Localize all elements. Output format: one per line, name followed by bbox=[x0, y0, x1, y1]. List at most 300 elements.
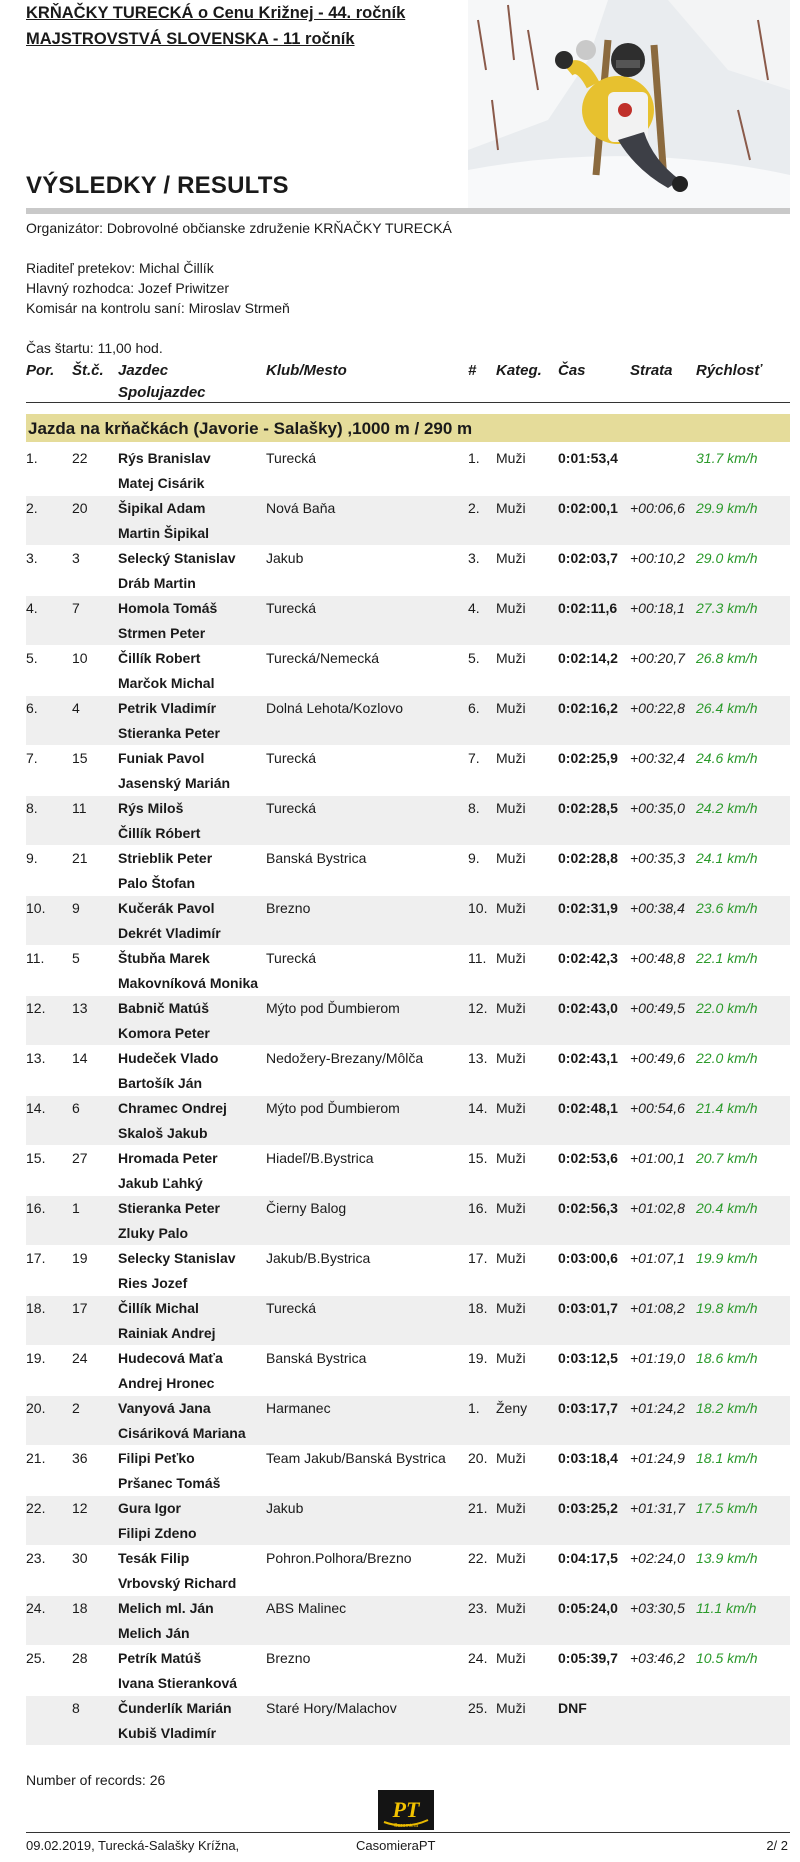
table-row bbox=[26, 996, 790, 1046]
cell-speed: 20.4 km/h bbox=[696, 1200, 758, 1216]
results-heading: VÝSLEDKY / RESULTS bbox=[26, 172, 289, 199]
cell-time: 0:03:17,7 bbox=[558, 1400, 618, 1416]
cell-category-rank: 17. bbox=[468, 1250, 488, 1266]
category-title: Jazda na krňačkách (Javorie - Salašky) ,1000 m / 290 m bbox=[26, 414, 790, 442]
table-row bbox=[26, 646, 790, 696]
cell-position: 13. bbox=[26, 1050, 46, 1066]
table-row bbox=[26, 1496, 790, 1546]
cell-loss: +01:19,0 bbox=[630, 1350, 685, 1366]
cell-codriver: Jakub Ľahký bbox=[118, 1175, 203, 1191]
cell-category: Muži bbox=[496, 1100, 526, 1116]
cell-bib: 10 bbox=[72, 650, 88, 666]
col-time: Čas bbox=[558, 362, 586, 379]
cell-codriver: Rainiak Andrej bbox=[118, 1325, 216, 1341]
cell-time: 0:04:17,5 bbox=[558, 1550, 618, 1566]
cell-club: Turecká bbox=[266, 800, 317, 816]
cell-category-rank: 1. bbox=[468, 1400, 480, 1416]
cell-club: Brezno bbox=[266, 1650, 311, 1666]
start-time-text: Čas štartu: 11,00 hod. bbox=[26, 340, 163, 356]
cell-codriver: Palo Štofan bbox=[118, 875, 196, 891]
cell-loss: +00:32,4 bbox=[630, 750, 685, 766]
col-pos: Por. bbox=[26, 362, 55, 379]
sledding-photo bbox=[468, 0, 790, 208]
records-count: Number of records: 26 bbox=[26, 1772, 166, 1788]
cell-time: 0:02:25,9 bbox=[558, 750, 618, 766]
cell-time: 0:02:28,8 bbox=[558, 850, 618, 866]
cell-loss: +02:24,0 bbox=[630, 1550, 685, 1566]
cell-bib: 15 bbox=[72, 750, 88, 766]
cell-speed: 19.8 km/h bbox=[696, 1300, 758, 1316]
cell-driver: Hudeček Vlado bbox=[118, 1050, 219, 1066]
cell-codriver: Filipi Zdeno bbox=[118, 1525, 197, 1541]
cell-speed: 27.3 km/h bbox=[696, 600, 758, 616]
table-row bbox=[26, 1296, 790, 1346]
cell-time: 0:01:53,4 bbox=[558, 450, 618, 466]
cell-driver: Filipi Peťko bbox=[118, 1450, 195, 1466]
cell-club: Čierny Balog bbox=[266, 1200, 347, 1216]
cell-driver: Vanyová Jana bbox=[118, 1400, 211, 1416]
cell-category: Muži bbox=[496, 1500, 526, 1516]
table-row bbox=[26, 1696, 790, 1746]
cell-time: 0:03:00,6 bbox=[558, 1250, 618, 1266]
cell-club: Team Jakub/Banská Bystrica bbox=[266, 1450, 446, 1466]
footer-divider bbox=[26, 1832, 790, 1833]
cell-speed: 22.1 km/h bbox=[696, 950, 758, 966]
cell-loss: +00:22,8 bbox=[630, 700, 685, 716]
cell-club: Brezno bbox=[266, 900, 311, 916]
organizer-text: Organizátor: Dobrovolné občianske združenie KRŇAČKY TURECKÁ bbox=[26, 220, 452, 236]
cell-driver: Gura Igor bbox=[118, 1500, 182, 1516]
table-row bbox=[26, 496, 790, 546]
chief-judge-text: Hlavný rozhodca: Jozef Priwitzer bbox=[26, 280, 230, 296]
cell-bib: 2 bbox=[72, 1400, 80, 1416]
cell-category: Muži bbox=[496, 700, 526, 716]
cell-loss: +00:49,5 bbox=[630, 1000, 685, 1016]
cell-codriver: Pršanec Tomáš bbox=[118, 1475, 221, 1491]
cell-loss: +00:35,3 bbox=[630, 850, 685, 866]
cell-codriver: Ivana Stieranková bbox=[118, 1675, 238, 1691]
table-row bbox=[26, 946, 790, 996]
cell-category: Muži bbox=[496, 1450, 526, 1466]
cell-club: Nedožery-Brezany/Môlča bbox=[266, 1050, 424, 1066]
cell-speed: 24.6 km/h bbox=[696, 750, 758, 766]
cell-club: Nová Baňa bbox=[266, 500, 336, 516]
cell-category-rank: 25. bbox=[468, 1700, 488, 1716]
cell-loss: +01:02,8 bbox=[630, 1200, 685, 1216]
cell-loss: +00:48,8 bbox=[630, 950, 685, 966]
cell-bib: 36 bbox=[72, 1450, 88, 1466]
cell-bib: 27 bbox=[72, 1150, 88, 1166]
cell-codriver: Kubiš Vladimír bbox=[118, 1725, 217, 1741]
cell-driver: Rýs Branislav bbox=[118, 450, 211, 466]
table-row bbox=[26, 1046, 790, 1096]
cell-speed: 10.5 km/h bbox=[696, 1650, 758, 1666]
cell-loss: +00:49,6 bbox=[630, 1050, 685, 1066]
table-row bbox=[26, 546, 790, 596]
logo-caption: Casomiera bbox=[393, 1823, 419, 1829]
cell-bib: 20 bbox=[72, 500, 88, 516]
col-driver: Jazdec bbox=[118, 362, 169, 379]
table-row bbox=[26, 1146, 790, 1196]
cell-position: 8. bbox=[26, 800, 38, 816]
cell-category-rank: 14. bbox=[468, 1100, 488, 1116]
cell-time: 0:02:42,3 bbox=[558, 950, 618, 966]
table-row bbox=[26, 1246, 790, 1296]
cell-driver: Čillík Robert bbox=[118, 650, 201, 666]
cell-bib: 18 bbox=[72, 1600, 88, 1616]
cell-category: Muži bbox=[496, 1650, 526, 1666]
results-table bbox=[26, 446, 790, 1746]
cell-bib: 28 bbox=[72, 1650, 88, 1666]
table-row bbox=[26, 1346, 790, 1396]
cell-category: Muži bbox=[496, 1150, 526, 1166]
cell-position: 4. bbox=[26, 600, 38, 616]
table-row bbox=[26, 796, 790, 846]
table-row bbox=[26, 696, 790, 746]
cell-speed: 18.2 km/h bbox=[696, 1400, 758, 1416]
cell-codriver: Dráb Martin bbox=[118, 575, 196, 591]
cell-category-rank: 3. bbox=[468, 550, 480, 566]
cell-time: 0:02:43,1 bbox=[558, 1050, 618, 1066]
cell-category: Muži bbox=[496, 500, 526, 516]
cell-club: Turecká bbox=[266, 750, 317, 766]
cell-category: Muži bbox=[496, 950, 526, 966]
cell-loss: +00:20,7 bbox=[630, 650, 685, 666]
table-row bbox=[26, 1596, 790, 1646]
cell-position: 14. bbox=[26, 1100, 46, 1116]
cell-codriver: Strmen Peter bbox=[118, 625, 206, 641]
cell-category-rank: 5. bbox=[468, 650, 480, 666]
header-divider bbox=[26, 208, 790, 214]
cell-time: 0:02:43,0 bbox=[558, 1000, 618, 1016]
cell-driver: Strieblik Peter bbox=[118, 850, 213, 866]
cell-codriver: Ries Jozef bbox=[118, 1275, 188, 1291]
cell-speed: 11.1 km/h bbox=[696, 1600, 757, 1616]
cell-time: 0:02:53,6 bbox=[558, 1150, 618, 1166]
cell-speed: 21.4 km/h bbox=[696, 1100, 758, 1116]
cell-position: 18. bbox=[26, 1300, 46, 1316]
cell-club: Jakub/B.Bystrica bbox=[266, 1250, 371, 1266]
table-row bbox=[26, 446, 790, 496]
cell-bib: 19 bbox=[72, 1250, 88, 1266]
cell-category-rank: 19. bbox=[468, 1350, 488, 1366]
table-row bbox=[26, 846, 790, 896]
cell-codriver: Zluky Palo bbox=[118, 1225, 189, 1241]
cell-position: 12. bbox=[26, 1000, 46, 1016]
cell-position: 20. bbox=[26, 1400, 46, 1416]
cell-speed: 26.8 km/h bbox=[696, 650, 758, 666]
cell-category-rank: 12. bbox=[468, 1000, 488, 1016]
cell-driver: Selecký Stanislav bbox=[118, 550, 236, 566]
cell-club: Mýto pod Ďumbierom bbox=[266, 1000, 400, 1016]
cell-loss: +03:30,5 bbox=[630, 1600, 685, 1616]
event-title-line2: MAJSTROVSTVÁ SLOVENSKA - 11 ročník bbox=[26, 30, 355, 48]
cell-driver: Štubňa Marek bbox=[118, 950, 210, 966]
cell-club: Jakub bbox=[266, 1500, 304, 1516]
cell-time: 0:02:00,1 bbox=[558, 500, 618, 516]
cell-speed: 19.9 km/h bbox=[696, 1250, 758, 1266]
cell-speed: 22.0 km/h bbox=[696, 1050, 758, 1066]
cell-category: Muži bbox=[496, 1300, 526, 1316]
cell-category-rank: 7. bbox=[468, 750, 480, 766]
cell-driver: Čillík Michal bbox=[118, 1300, 199, 1316]
cell-loss: +01:07,1 bbox=[630, 1250, 685, 1266]
cell-loss: +00:18,1 bbox=[630, 600, 685, 616]
cell-bib: 3 bbox=[72, 550, 80, 566]
cell-bib: 6 bbox=[72, 1100, 80, 1116]
cell-codriver: Komora Peter bbox=[118, 1025, 210, 1041]
cell-club: Banská Bystrica bbox=[266, 1350, 367, 1366]
cell-codriver: Melich Ján bbox=[118, 1625, 190, 1641]
cell-driver: Hromada Peter bbox=[118, 1150, 218, 1166]
cell-club: Dolná Lehota/Kozlovo bbox=[266, 700, 403, 716]
cell-time: 0:02:56,3 bbox=[558, 1200, 618, 1216]
cell-category: Muži bbox=[496, 750, 526, 766]
cell-club: Turecká bbox=[266, 1300, 317, 1316]
cell-bib: 22 bbox=[72, 450, 88, 466]
cell-position: 11. bbox=[26, 950, 45, 966]
cell-bib: 8 bbox=[72, 1700, 80, 1716]
column-headers bbox=[26, 360, 790, 404]
cell-time: 0:02:28,5 bbox=[558, 800, 618, 816]
col-loss: Strata bbox=[630, 362, 673, 379]
cell-codriver: Cisáriková Mariana bbox=[118, 1425, 246, 1441]
cell-time: 0:05:39,7 bbox=[558, 1650, 618, 1666]
cell-category: Muži bbox=[496, 850, 526, 866]
cell-category-rank: 9. bbox=[468, 850, 480, 866]
cell-position: 19. bbox=[26, 1350, 46, 1366]
cell-position: 24. bbox=[26, 1600, 46, 1616]
cell-codriver: Vrbovský Richard bbox=[118, 1575, 237, 1591]
cell-category: Muži bbox=[496, 1200, 526, 1216]
cell-bib: 13 bbox=[72, 1000, 88, 1016]
cell-loss: +01:00,1 bbox=[630, 1150, 685, 1166]
cell-club: Banská Bystrica bbox=[266, 850, 367, 866]
cell-bib: 14 bbox=[72, 1050, 88, 1066]
footer-date-location: 09.02.2019, Turecká-Salašky Krížna, bbox=[26, 1838, 240, 1853]
cell-bib: 4 bbox=[72, 700, 80, 716]
cell-bib: 30 bbox=[72, 1550, 88, 1566]
cell-category: Muži bbox=[496, 1550, 526, 1566]
col-category: Kateg. bbox=[496, 362, 542, 379]
cell-speed: 31.7 km/h bbox=[696, 450, 758, 466]
cell-speed: 24.1 km/h bbox=[696, 850, 758, 866]
footer-page-number: 2/ 2 bbox=[766, 1838, 788, 1853]
table-row bbox=[26, 1096, 790, 1146]
cell-category-rank: 22. bbox=[468, 1550, 488, 1566]
table-row bbox=[26, 1196, 790, 1246]
cell-speed: 13.9 km/h bbox=[696, 1550, 758, 1566]
cell-club: Mýto pod Ďumbierom bbox=[266, 1100, 400, 1116]
cell-driver: Melich ml. Ján bbox=[118, 1600, 214, 1616]
cell-driver: Hudecová Maťa bbox=[118, 1350, 223, 1366]
cell-category: Muži bbox=[496, 550, 526, 566]
cell-position: 5. bbox=[26, 650, 38, 666]
cell-position: 1. bbox=[26, 450, 38, 466]
cell-loss: +00:35,0 bbox=[630, 800, 685, 816]
cell-club: Pohron.Polhora/Brezno bbox=[266, 1550, 412, 1566]
cell-club: Harmanec bbox=[266, 1400, 331, 1416]
cell-category-rank: 11. bbox=[468, 950, 487, 966]
cell-time: 0:02:03,7 bbox=[558, 550, 618, 566]
table-row bbox=[26, 1646, 790, 1696]
cell-driver: Petrik Vladimír bbox=[118, 700, 217, 716]
logo-letters: PT bbox=[392, 1797, 420, 1822]
casomiera-logo bbox=[378, 1790, 434, 1830]
cell-codriver: Čillík Róbert bbox=[118, 825, 201, 841]
cell-bib: 11 bbox=[72, 800, 87, 816]
cell-position: 6. bbox=[26, 700, 38, 716]
cell-category-rank: 18. bbox=[468, 1300, 488, 1316]
cell-speed: 17.5 km/h bbox=[696, 1500, 758, 1516]
cell-speed: 26.4 km/h bbox=[696, 700, 758, 716]
race-director-text: Riaditeľ pretekov: Michal Čillík bbox=[26, 260, 214, 276]
cell-codriver: Makovníková Monika bbox=[118, 975, 259, 991]
cell-driver: Babnič Matúš bbox=[118, 1000, 210, 1016]
cell-speed: 18.6 km/h bbox=[696, 1350, 758, 1366]
cell-club: Jakub bbox=[266, 550, 304, 566]
cell-driver: Čunderlík Marián bbox=[118, 1700, 232, 1716]
cell-bib: 7 bbox=[72, 600, 80, 616]
cell-category-rank: 16. bbox=[468, 1200, 488, 1216]
cell-category: Ženy bbox=[496, 1400, 528, 1416]
col-speed: Rýchlosť bbox=[696, 362, 762, 379]
cell-club: Turecká bbox=[266, 950, 317, 966]
cell-bib: 9 bbox=[72, 900, 80, 916]
cell-time: 0:02:11,6 bbox=[558, 600, 618, 616]
cell-position: 10. bbox=[26, 900, 46, 916]
table-row bbox=[26, 896, 790, 946]
col-bib: Št.č. bbox=[72, 362, 104, 379]
cell-time: 0:05:24,0 bbox=[558, 1600, 618, 1616]
cell-driver: Petrík Matúš bbox=[118, 1650, 202, 1666]
cell-loss: +00:10,2 bbox=[630, 550, 685, 566]
cell-loss: +01:24,9 bbox=[630, 1450, 685, 1466]
cell-category: Muži bbox=[496, 1700, 526, 1716]
cell-loss: +03:46,2 bbox=[630, 1650, 685, 1666]
cell-category-rank: 15. bbox=[468, 1150, 488, 1166]
cell-time: 0:03:18,4 bbox=[558, 1450, 618, 1466]
cell-driver: Šipikal Adam bbox=[118, 500, 206, 516]
cell-position: 25. bbox=[26, 1650, 46, 1666]
cell-category: Muži bbox=[496, 1000, 526, 1016]
cell-position: 15. bbox=[26, 1150, 46, 1166]
cell-codriver: Jasenský Marián bbox=[118, 775, 231, 791]
event-title bbox=[26, 0, 405, 52]
cell-speed: 20.7 km/h bbox=[696, 1150, 758, 1166]
cell-position: 22. bbox=[26, 1500, 46, 1516]
cell-position: 9. bbox=[26, 850, 38, 866]
table-row bbox=[26, 1446, 790, 1496]
col-club: Klub/Mesto bbox=[266, 362, 347, 379]
table-row bbox=[26, 1396, 790, 1446]
cell-category: Muži bbox=[496, 450, 526, 466]
cell-driver: Rýs Miloš bbox=[118, 800, 184, 816]
cell-loss: +01:08,2 bbox=[630, 1300, 685, 1316]
cell-category-rank: 4. bbox=[468, 600, 480, 616]
cell-category-rank: 2. bbox=[468, 500, 480, 516]
cell-bib: 21 bbox=[72, 850, 88, 866]
table-row bbox=[26, 596, 790, 646]
cell-loss: +00:38,4 bbox=[630, 900, 685, 916]
cell-codriver: Matej Cisárik bbox=[118, 475, 205, 491]
cell-codriver: Stieranka Peter bbox=[118, 725, 220, 741]
cell-loss: +00:06,6 bbox=[630, 500, 685, 516]
cell-category-rank: 21. bbox=[468, 1500, 488, 1516]
cell-club: Turecká bbox=[266, 600, 317, 616]
cell-position: 21. bbox=[26, 1450, 46, 1466]
cell-time: 0:03:01,7 bbox=[558, 1300, 618, 1316]
cell-position: 2. bbox=[26, 500, 38, 516]
cell-speed: 18.1 km/h bbox=[696, 1450, 758, 1466]
cell-speed: 29.9 km/h bbox=[696, 500, 758, 516]
cell-time: 0:03:25,2 bbox=[558, 1500, 618, 1516]
cell-time: 0:02:14,2 bbox=[558, 650, 618, 666]
cell-codriver: Marčok Michal bbox=[118, 675, 215, 691]
cell-speed: 23.6 km/h bbox=[696, 900, 758, 916]
cell-category-rank: 13. bbox=[468, 1050, 488, 1066]
cell-club: Hiadeľ/B.Bystrica bbox=[266, 1150, 374, 1166]
cell-category-rank: 20. bbox=[468, 1450, 488, 1466]
cell-driver: Tesák Filip bbox=[118, 1550, 190, 1566]
cell-position: 16. bbox=[26, 1200, 46, 1216]
cell-codriver: Dekrét Vladimír bbox=[118, 925, 221, 941]
cell-time: 0:02:31,9 bbox=[558, 900, 618, 916]
cell-codriver: Bartošík Ján bbox=[118, 1075, 203, 1091]
cell-category: Muži bbox=[496, 600, 526, 616]
cell-codriver: Skaloš Jakub bbox=[118, 1125, 208, 1141]
cell-position: 23. bbox=[26, 1550, 46, 1566]
cell-loss: +00:54,6 bbox=[630, 1100, 685, 1116]
cell-codriver: Martin Šipikal bbox=[118, 525, 210, 541]
cell-codriver: Andrej Hronec bbox=[118, 1375, 215, 1391]
col-codriver: Spolujazdec bbox=[118, 384, 206, 401]
cell-bib: 17 bbox=[72, 1300, 88, 1316]
cell-category: Muži bbox=[496, 800, 526, 816]
cell-category: Muži bbox=[496, 650, 526, 666]
cell-category-rank: 24. bbox=[468, 1650, 488, 1666]
sled-commissioner-text: Komisár na kontrolu saní: Miroslav Strmeň bbox=[26, 300, 290, 316]
cell-position: 7. bbox=[26, 750, 38, 766]
cell-category-rank: 10. bbox=[468, 900, 488, 916]
cell-category: Muži bbox=[496, 900, 526, 916]
cell-bib: 24 bbox=[72, 1350, 88, 1366]
cell-category: Muži bbox=[496, 1600, 526, 1616]
cell-speed: 29.0 km/h bbox=[696, 550, 758, 566]
column-header-divider bbox=[26, 402, 790, 403]
col-rank: # bbox=[468, 362, 477, 379]
cell-time: DNF bbox=[558, 1700, 587, 1716]
cell-time: 0:03:12,5 bbox=[558, 1350, 618, 1366]
cell-speed: 22.0 km/h bbox=[696, 1000, 758, 1016]
table-row bbox=[26, 746, 790, 796]
cell-club: Turecká bbox=[266, 450, 317, 466]
cell-category-rank: 6. bbox=[468, 700, 480, 716]
cell-category: Muži bbox=[496, 1050, 526, 1066]
cell-category-rank: 1. bbox=[468, 450, 480, 466]
cell-bib: 5 bbox=[72, 950, 80, 966]
cell-club: Turecká/Nemecká bbox=[266, 650, 380, 666]
cell-position: 3. bbox=[26, 550, 38, 566]
cell-driver: Kučerák Pavol bbox=[118, 900, 215, 916]
footer-timekeeper: CasomieraPT bbox=[356, 1838, 436, 1853]
cell-driver: Homola Tomáš bbox=[118, 600, 218, 616]
cell-driver: Chramec Ondrej bbox=[118, 1100, 227, 1116]
cell-driver: Funiak Pavol bbox=[118, 750, 205, 766]
cell-speed: 24.2 km/h bbox=[696, 800, 758, 816]
cell-category-rank: 23. bbox=[468, 1600, 488, 1616]
cell-club: ABS Malinec bbox=[266, 1600, 347, 1616]
